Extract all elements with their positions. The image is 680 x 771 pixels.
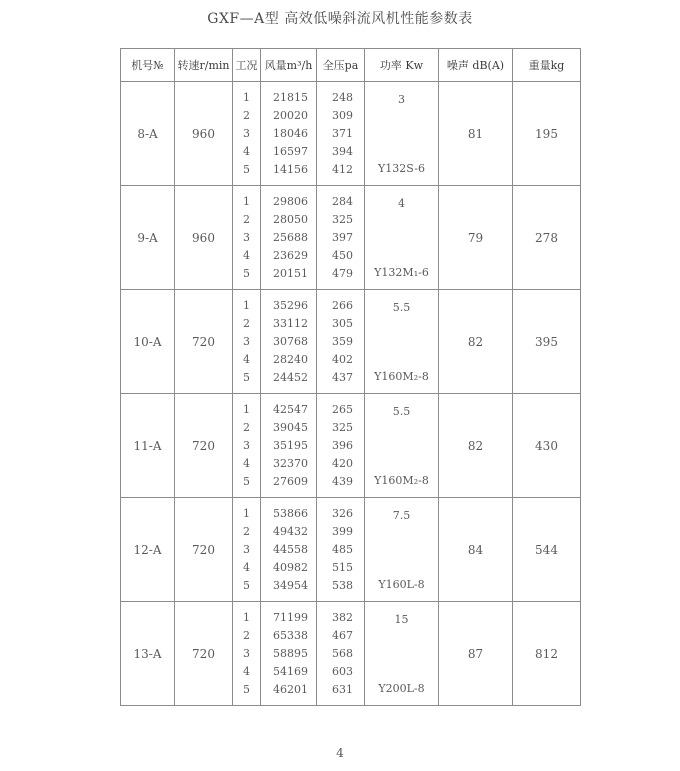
pressure-value: 603 (332, 664, 353, 678)
condition-value: 1 (243, 298, 250, 312)
header-row (121, 49, 581, 82)
model-cell: 12-A (121, 498, 175, 602)
power-value: 7.5 (392, 508, 411, 522)
motor-model: Y160L-8 (378, 577, 425, 591)
pressure-value: 397 (332, 230, 353, 244)
pressure-value: 402 (332, 352, 353, 366)
noise-cell: 84 (439, 498, 513, 602)
flows-cell (261, 602, 317, 706)
airflow-value: 16597 (273, 144, 308, 158)
conditions-cell (233, 82, 261, 186)
condition-value: 3 (243, 334, 250, 348)
pressure-value: 326 (332, 506, 353, 520)
noise-cell: 79 (439, 186, 513, 290)
pressure-value: 538 (332, 578, 353, 592)
pressure-value: 305 (332, 316, 353, 330)
condition-value: 1 (243, 610, 250, 624)
pressure-value: 325 (332, 212, 353, 226)
airflow-value: 40982 (273, 560, 308, 574)
pressure-value: 412 (332, 162, 353, 176)
pressure-value: 394 (332, 144, 353, 158)
motor-model: Y160M₂-8 (374, 473, 429, 487)
airflow-value: 27609 (273, 474, 308, 488)
pressure-value: 382 (332, 610, 353, 624)
condition-value: 1 (243, 402, 250, 416)
flows-cell (261, 82, 317, 186)
table-row (121, 82, 581, 186)
conditions-cell (233, 394, 261, 498)
airflow-value: 28240 (273, 352, 308, 366)
airflow-value: 53866 (273, 506, 308, 520)
pressure-value: 309 (332, 108, 353, 122)
power-value: 15 (394, 612, 409, 626)
airflow-value: 35296 (273, 298, 308, 312)
pressure-value: 439 (332, 474, 353, 488)
noise-cell: 82 (439, 394, 513, 498)
header-power: 功率 Kw (365, 49, 439, 82)
condition-value: 2 (243, 420, 250, 434)
condition-value: 3 (243, 646, 250, 660)
header-weight: 重量kg (513, 49, 581, 82)
pressures-cell (317, 186, 365, 290)
pressure-value: 396 (332, 438, 353, 452)
condition-value: 2 (243, 316, 250, 330)
airflow-value: 20020 (273, 108, 308, 122)
conditions-cell (233, 186, 261, 290)
speed-cell: 720 (175, 602, 233, 706)
power-cell (365, 290, 439, 394)
weight-cell: 430 (513, 394, 581, 498)
power-value: 5.5 (392, 404, 411, 418)
condition-value: 3 (243, 126, 250, 140)
pressure-value: 568 (332, 646, 353, 660)
airflow-value: 25688 (273, 230, 308, 244)
condition-value: 5 (243, 578, 250, 592)
conditions-cell (233, 290, 261, 394)
condition-value: 3 (243, 230, 250, 244)
flows-cell (261, 394, 317, 498)
pressures-stack (317, 193, 364, 283)
model-cell: 10-A (121, 290, 175, 394)
table-row (121, 498, 581, 602)
power-cell (365, 602, 439, 706)
weight-cell: 195 (513, 82, 581, 186)
pressure-value: 450 (332, 248, 353, 262)
power-stack (365, 509, 438, 591)
airflow-value: 54169 (273, 664, 308, 678)
pressures-stack (317, 89, 364, 179)
pressures-stack (317, 297, 364, 387)
airflow-value: 30768 (273, 334, 308, 348)
table-body (121, 82, 581, 706)
condition-value: 1 (243, 194, 250, 208)
flows-stack (261, 193, 316, 283)
condition-value: 5 (243, 682, 250, 696)
table-title: GXF—A型 高效低噪斜流风机性能参数表 (207, 11, 473, 27)
airflow-value: 24452 (273, 370, 308, 384)
airflow-value: 21815 (273, 90, 308, 104)
condition-value: 2 (243, 108, 250, 122)
performance-table (120, 48, 581, 706)
airflow-value: 34954 (273, 578, 308, 592)
speed-cell: 960 (175, 186, 233, 290)
pressures-stack (317, 609, 364, 699)
page-number: 4 (336, 746, 344, 760)
power-stack (365, 197, 438, 279)
conditions-stack (233, 89, 260, 179)
motor-model: Y160M₂-8 (374, 369, 429, 383)
power-stack (365, 301, 438, 383)
table-row (121, 290, 581, 394)
pressures-cell (317, 82, 365, 186)
conditions-stack (233, 609, 260, 699)
header-model: 机号№ (121, 49, 175, 82)
condition-value: 4 (243, 144, 250, 158)
pressures-cell (317, 498, 365, 602)
condition-value: 3 (243, 542, 250, 556)
flows-cell (261, 498, 317, 602)
speed-cell: 960 (175, 82, 233, 186)
airflow-value: 39045 (273, 420, 308, 434)
header-condition: 工况 (233, 49, 261, 82)
airflow-value: 42547 (273, 402, 308, 416)
pressures-stack (317, 505, 364, 595)
power-stack (365, 613, 438, 695)
flows-stack (261, 297, 316, 387)
motor-model: Y132S-6 (378, 161, 425, 175)
motor-model: Y200L-8 (378, 681, 425, 695)
flows-stack (261, 401, 316, 491)
motor-model: Y132M₁-6 (374, 265, 429, 279)
airflow-value: 32370 (273, 456, 308, 470)
power-value: 4 (398, 196, 405, 210)
header-pressure: 全压pa (317, 49, 365, 82)
condition-value: 5 (243, 474, 250, 488)
airflow-value: 18046 (273, 126, 308, 140)
conditions-cell (233, 602, 261, 706)
pressure-value: 371 (332, 126, 353, 140)
table-row (121, 602, 581, 706)
pressure-value: 631 (332, 682, 353, 696)
weight-cell: 812 (513, 602, 581, 706)
conditions-stack (233, 193, 260, 283)
power-stack (365, 405, 438, 487)
header-airflow: 风量m³/h (261, 49, 317, 82)
weight-cell: 395 (513, 290, 581, 394)
airflow-value: 49432 (273, 524, 308, 538)
airflow-value: 71199 (273, 610, 308, 624)
model-cell: 8-A (121, 82, 175, 186)
pressure-value: 479 (332, 266, 353, 280)
condition-value: 4 (243, 352, 250, 366)
weight-cell: 544 (513, 498, 581, 602)
flows-stack (261, 609, 316, 699)
weight-cell: 278 (513, 186, 581, 290)
model-cell: 9-A (121, 186, 175, 290)
pressure-value: 467 (332, 628, 353, 642)
pressure-value: 437 (332, 370, 353, 384)
conditions-stack (233, 297, 260, 387)
table-row (121, 186, 581, 290)
condition-value: 1 (243, 90, 250, 104)
noise-cell: 87 (439, 602, 513, 706)
airflow-value: 23629 (273, 248, 308, 262)
airflow-value: 35195 (273, 438, 308, 452)
airflow-value: 58895 (273, 646, 308, 660)
flows-stack (261, 505, 316, 595)
noise-cell: 81 (439, 82, 513, 186)
pressure-value: 420 (332, 456, 353, 470)
airflow-value: 44558 (273, 542, 308, 556)
pressure-value: 265 (332, 402, 353, 416)
condition-value: 4 (243, 560, 250, 574)
noise-cell: 82 (439, 290, 513, 394)
condition-value: 1 (243, 506, 250, 520)
condition-value: 4 (243, 664, 250, 678)
pressure-value: 248 (332, 90, 353, 104)
airflow-value: 46201 (273, 682, 308, 696)
condition-value: 4 (243, 248, 250, 262)
condition-value: 5 (243, 370, 250, 384)
power-value: 3 (398, 92, 405, 106)
condition-value: 3 (243, 438, 250, 452)
conditions-cell (233, 498, 261, 602)
conditions-stack (233, 401, 260, 491)
pressure-value: 325 (332, 420, 353, 434)
pressure-value: 515 (332, 560, 353, 574)
power-cell (365, 82, 439, 186)
airflow-value: 14156 (273, 162, 308, 176)
condition-value: 5 (243, 266, 250, 280)
table-row (121, 394, 581, 498)
flows-cell (261, 186, 317, 290)
condition-value: 2 (243, 524, 250, 538)
power-cell (365, 498, 439, 602)
pressures-cell (317, 394, 365, 498)
pressure-value: 485 (332, 542, 353, 556)
pressure-value: 399 (332, 524, 353, 538)
header-speed: 转速r/min (175, 49, 233, 82)
pressure-value: 359 (332, 334, 353, 348)
condition-value: 2 (243, 628, 250, 642)
model-cell: 13-A (121, 602, 175, 706)
speed-cell: 720 (175, 290, 233, 394)
header-noise: 噪声 dB(A) (439, 49, 513, 82)
power-cell (365, 394, 439, 498)
pressure-value: 266 (332, 298, 353, 312)
pressures-cell (317, 602, 365, 706)
pressures-cell (317, 290, 365, 394)
airflow-value: 65338 (273, 628, 308, 642)
speed-cell: 720 (175, 498, 233, 602)
power-cell (365, 186, 439, 290)
condition-value: 2 (243, 212, 250, 226)
airflow-value: 29806 (273, 194, 308, 208)
condition-value: 4 (243, 456, 250, 470)
airflow-value: 28050 (273, 212, 308, 226)
airflow-value: 20151 (273, 266, 308, 280)
power-value: 5.5 (392, 300, 411, 314)
flows-cell (261, 290, 317, 394)
condition-value: 5 (243, 162, 250, 176)
flows-stack (261, 89, 316, 179)
conditions-stack (233, 505, 260, 595)
airflow-value: 33112 (273, 316, 308, 330)
model-cell: 11-A (121, 394, 175, 498)
pressures-stack (317, 401, 364, 491)
power-stack (365, 93, 438, 175)
pressure-value: 284 (332, 194, 353, 208)
speed-cell: 720 (175, 394, 233, 498)
